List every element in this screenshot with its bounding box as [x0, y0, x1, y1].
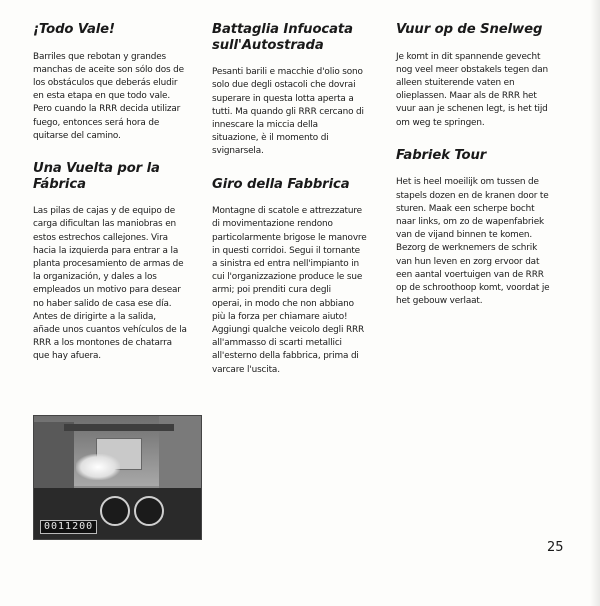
- spanish-column: [33, 22, 203, 382]
- section-body-vuur-snelweg: Je komt in dit spannende gevecht nog veel meer obstakels tegen dan alleen stuiterende vaten en olieplassen. Maar als de RRR het vuur aan je schenen legt, is het tijd om weg te springen.: [396, 51, 549, 128]
- section-title-vuelta-fabrica: Una Vuelta por la Fábrica: [33, 161, 160, 192]
- section-body-battaglia-infuocata: Pesanti barili e macchie d'olio sono solo due degli ostacoli che dovrai superare in questa lotta aperta a tutti. Ma quando gli RRR cercano di innescare la miccia della situazione, è il momento di svignarsela.: [212, 67, 364, 157]
- section-body-todo-vale: Barriles que rebotan y grandes manchas de aceite son sólo dos de los obstáculos que deberás eludir en esta etapa en que todo vale. Pero cuando la RRR decida utilizar fuego, entonces será hora de quitarse del camino.: [33, 51, 184, 141]
- section-body-fabriek-tour: Het is heel moeilijk om tussen de stapels dozen en de kranen door te sturen. Maak een scherpe bocht naar links, om zo de wapenfabriek van de vijand binnen te komen. Bezorg de werknemers de schrik van hun leven en zorg ervoor dat een aantal voertuigen van de RRR op de schroothoop komt, voordat je het gebouw verlaat.: [396, 177, 550, 307]
- section-title-todo-vale: ¡Todo Vale!: [33, 22, 115, 37]
- odometer-readout: 0011200: [40, 520, 97, 534]
- dutch-column: [396, 22, 568, 326]
- screenshot-left-wall: [34, 422, 74, 492]
- section-title-battaglia-infuocata: Battaglia Infuocata sull'Autostrada: [212, 22, 353, 53]
- page-number: 25: [547, 540, 564, 555]
- tachometer-gauge: [134, 496, 164, 526]
- section-title-vuur-snelweg: Vuur op de Snelweg: [396, 22, 543, 37]
- italian-column: [212, 22, 382, 395]
- section-title-giro-fabbrica: Giro della Fabbrica: [212, 176, 350, 192]
- section-body-giro-fabbrica: Montagne di scatole e attrezzature di movimentazione rendono particolarmente brigose le manovre in questi corridoi. Segui il tornante a sinistra ed entra nell'impianto in cui l'organizzazione produce le sue armi; poi prenditi cura degli operai, in modo che non abbiano più la forza per chiamare aiuto! Aggiungi qualche veicolo degli RRR all'ammasso di scarti metallici all'esterno della fabbrica, prima di varcare l'uscita.: [212, 206, 367, 375]
- page-edge-shadow: [590, 0, 600, 606]
- section-body-vuelta-fabrica: Las pilas de cajas y de equipo de carga dificultan las maniobras en estos estrechos callejones. Vira hacia la izquierda para entrar a la planta procesamiento de armas de la organización, y dales a los empleados un motivo para desear no haber salido de casa ese día. Antes de dirigirte a la salida, añade unos cuantos vehículos de la RRR a los montones de chatarra que hay afuera.: [33, 206, 187, 362]
- game-screenshot: [33, 415, 202, 540]
- screenshot-explosion: [76, 454, 120, 480]
- screenshot-overhead-beam: [64, 424, 174, 431]
- speedometer-gauge: [100, 496, 130, 526]
- section-title-fabriek-tour: Fabriek Tour: [396, 147, 487, 163]
